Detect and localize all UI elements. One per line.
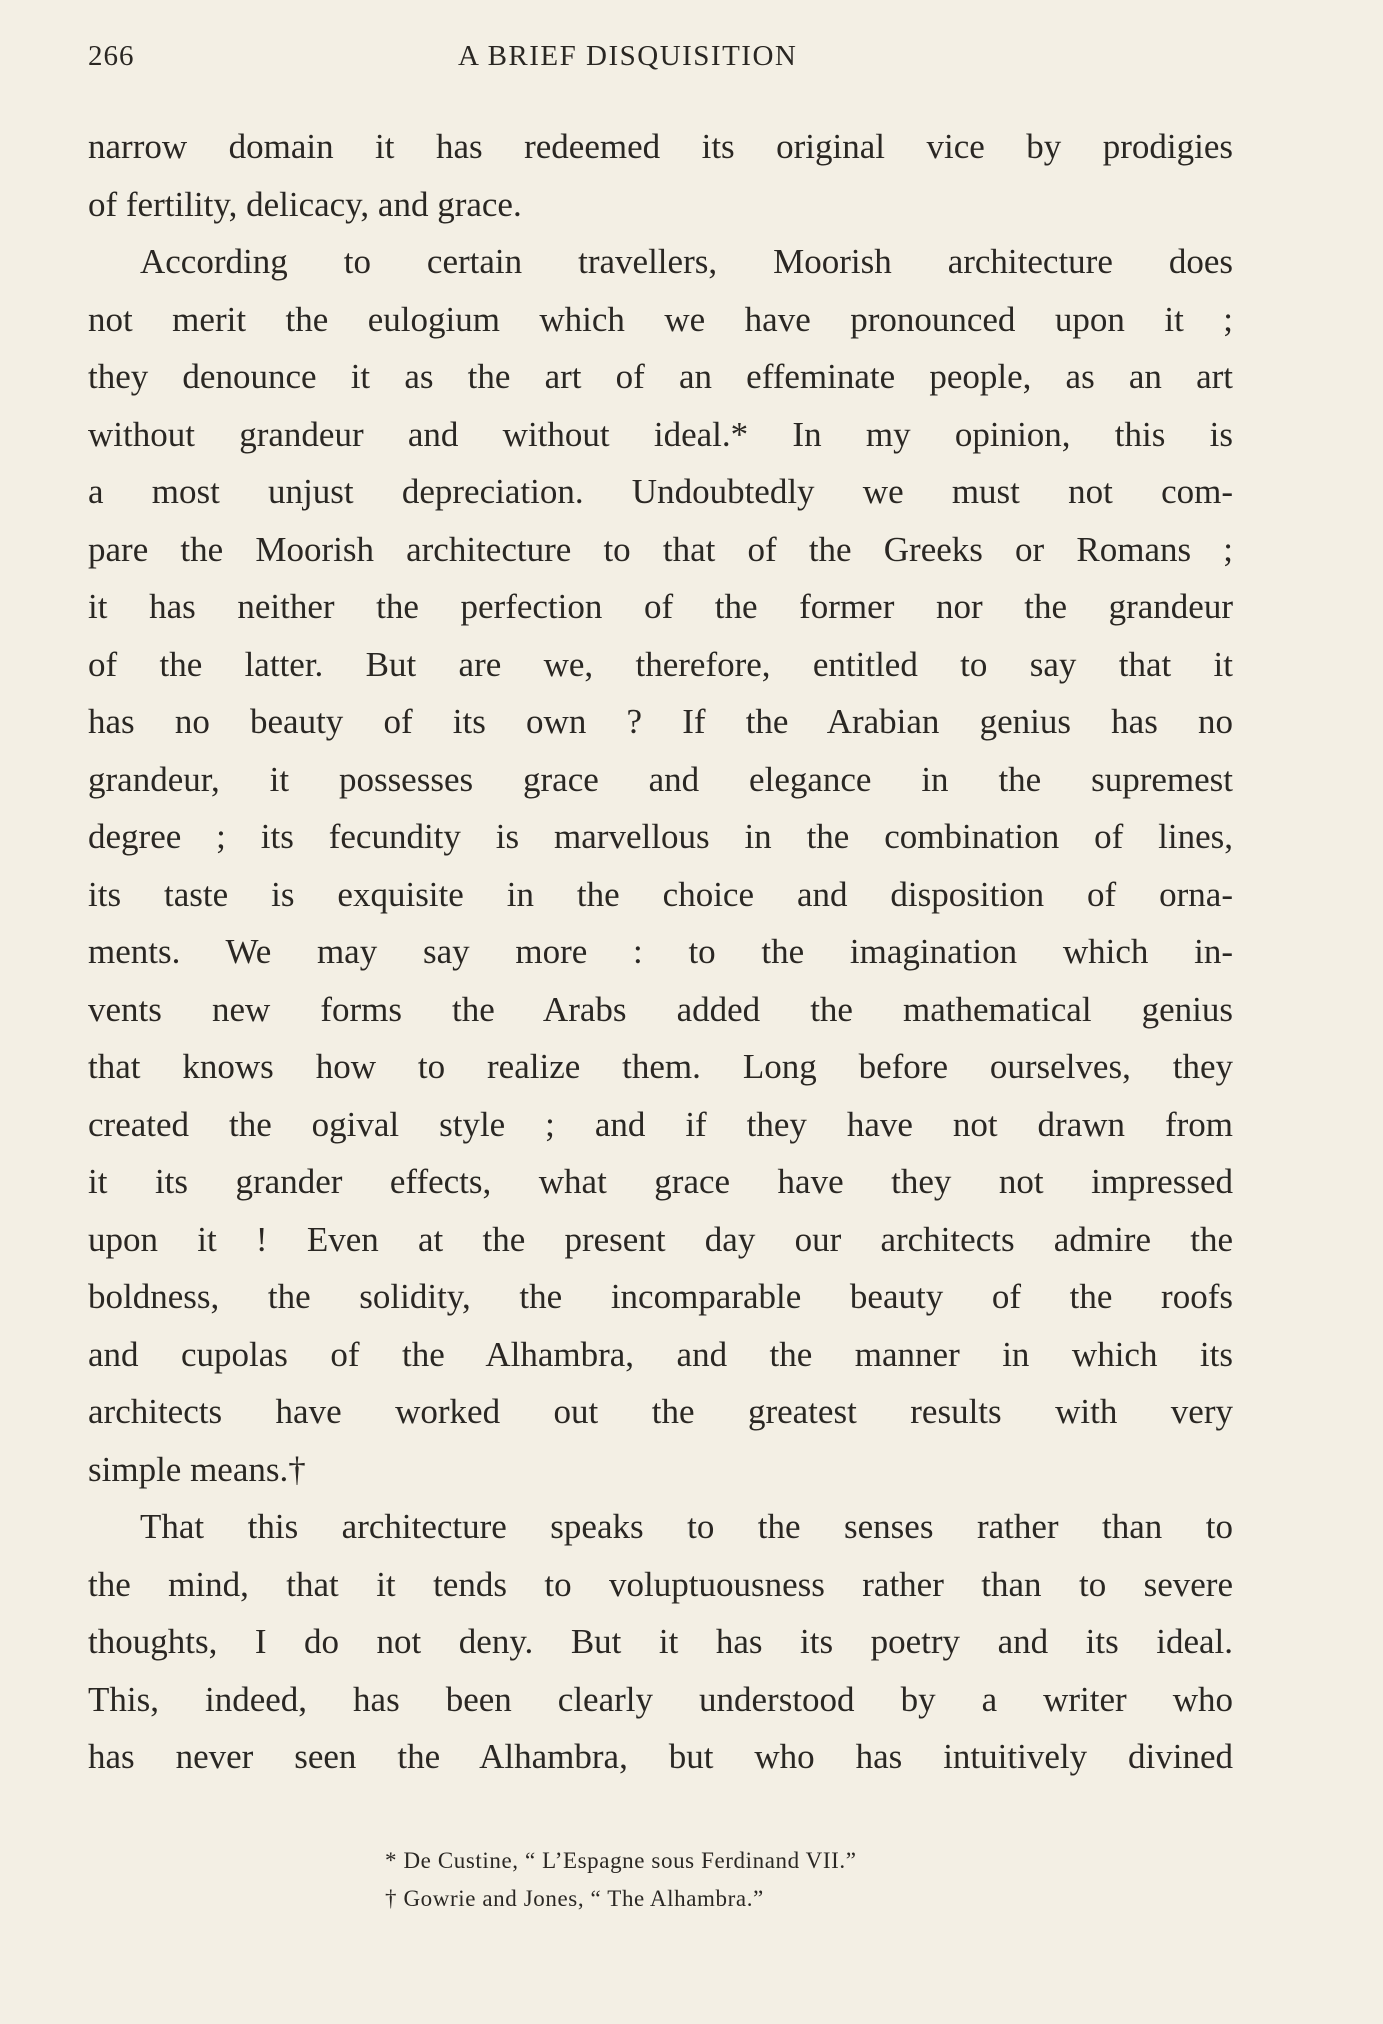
text-line: of the latter. But are we, therefore, entitled to say that it [88,644,1233,684]
text-line: boldness, the solidity, the incomparable beauty of the roofs [88,1277,1233,1316]
text-line: without grandeur and without ideal.* In my opinion, this is [88,414,1233,454]
text-line: they denounce it as the art of an effeminate people, as an art [88,357,1233,396]
text-line: narrow domain it has redeemed its original vice by prodigies [88,127,1233,166]
footnote: † Gowrie and Jones, “ The Alhambra.” [385,1886,764,1911]
text-line: This, indeed, has been clearly understood by a writer who [88,1679,1233,1719]
text-line: created the ogival style ; and if they have not drawn from [88,1104,1233,1144]
text-line: has never seen the Alhambra, but who has intuitively divined [88,1737,1233,1776]
body-text [88,118,1233,1786]
text-line: grandeur, it possesses grace and elegance in the supremest [88,759,1233,799]
text-line: of fertility, delicacy, and grace. [88,184,522,224]
text-line: and cupolas of the Alhambra, and the manner in which its [88,1334,1233,1374]
text-line: not merit the eulogium which we have pronounced upon it ; [88,299,1233,339]
footnote: * De Custine, “ L’Espagne sous Ferdinand VII.” [385,1848,857,1873]
text-line: it its grander effects, what grace have they not impressed [88,1162,1233,1201]
paragraph-start-line: That this architecture speaks to the senses rather than to [140,1507,1233,1546]
page-number: 266 [88,40,135,72]
text-line: a most unjust depreciation. Undoubtedly we must not com- [88,472,1233,511]
text-line: has no beauty of its own ? If the Arabian genius has no [88,702,1233,741]
text-line: its taste is exquisite in the choice and disposition of orna- [88,874,1233,914]
text-line: that knows how to realize them. Long before ourselves, they [88,1047,1233,1086]
paragraph-start-line: According to certain travellers, Moorish architecture does [140,242,1233,281]
text-line: upon it ! Even at the present day our architects admire the [88,1219,1233,1259]
text-line: vents new forms the Arabs added the mathematical genius [88,989,1233,1029]
text-line: pare the Moorish architecture to that of the Greeks or Romans ; [88,529,1233,569]
text-line: simple means.† [88,1449,306,1489]
text-line: the mind, that it tends to voluptuousness rather than to severe [88,1564,1233,1604]
text-line: architects have worked out the greatest results with very [88,1392,1233,1431]
text-line: ments. We may say more : to the imagination which in- [88,932,1233,971]
page-header [88,40,1228,78]
text-line: thoughts, I do not deny. But it has its poetry and its ideal. [88,1622,1233,1661]
running-title: A BRIEF DISQUISITION [458,40,798,72]
text-line: it has neither the perfection of the former nor the grandeur [88,587,1233,626]
footnotes [385,1842,1085,1918]
text-line: degree ; its fecundity is marvellous in the combination of lines, [88,817,1233,856]
